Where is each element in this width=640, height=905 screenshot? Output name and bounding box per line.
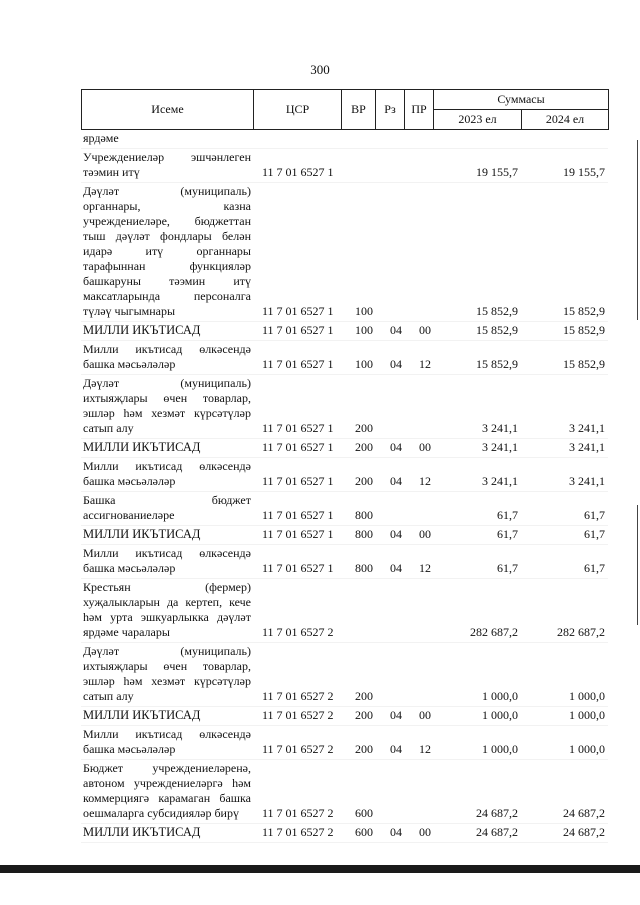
row-name: Башка бюджет ассигнованиеләре [83, 493, 251, 522]
table-row [81, 824, 608, 843]
row-sum-2023: 15 852,9 [476, 357, 518, 371]
header-rz: Рз [376, 90, 405, 130]
row-vr: 200 [355, 474, 373, 488]
row-vr: 200 [355, 421, 373, 435]
row-csr: 11 7 01 6527 1 [262, 561, 334, 575]
row-pr: 00 [419, 323, 431, 337]
table-row [81, 492, 608, 526]
row-csr: 11 7 01 6527 1 [262, 304, 334, 318]
row-sum-2023: 1 000,0 [482, 742, 518, 756]
row-name: МИЛЛИ ИКЪТИСАД [83, 825, 201, 839]
row-csr: 11 7 01 6527 1 [262, 440, 334, 454]
row-name: Милли икътисад өлкәсендә башка мәсьәләләр [83, 342, 251, 371]
row-name: Дәүләт (муниципаль) органнары, казна учреждениеләре, бюджеттан тыш дәүләт фондлары белән идарә итү органнары тарафыннан функцияләр башкаруны тәэмин итү максатларында персоналга түләү чыгымнары [83, 184, 251, 318]
row-name: Крестьян (фермер) хуҗалыкларын да кертеп, кече һәм урта эшкуарлыкка дәүләт ярдәме чаралары [83, 580, 251, 639]
header-sums: Суммасы [434, 90, 609, 110]
row-name: Дәүләт (муниципаль) ихтыяҗлары өчен товарлар, эшләр һәм хезмәт күрсәтүләр сатып алу [83, 376, 251, 435]
row-sum-2024: 61,7 [584, 561, 605, 575]
row-csr: 11 7 01 6527 1 [262, 527, 334, 541]
row-rz: 04 [390, 561, 402, 575]
row-sum-2023: 24 687,2 [476, 825, 518, 839]
row-sum-2024: 61,7 [584, 527, 605, 541]
row-sum-2023: 282 687,2 [470, 625, 518, 639]
row-csr: 11 7 01 6527 1 [262, 508, 334, 522]
row-sum-2023: 24 687,2 [476, 806, 518, 820]
table-row [81, 130, 608, 149]
header-csr: ЦСР [254, 90, 342, 130]
row-csr: 11 7 01 6527 2 [262, 625, 334, 639]
row-csr: 11 7 01 6527 2 [262, 708, 334, 722]
table-row [81, 322, 608, 341]
row-sum-2023: 61,7 [497, 561, 518, 575]
row-pr: 12 [419, 561, 431, 575]
row-vr: 200 [355, 708, 373, 722]
table-row [81, 760, 608, 824]
row-sum-2023: 61,7 [497, 527, 518, 541]
row-sum-2024: 15 852,9 [563, 323, 605, 337]
table-row [81, 149, 608, 183]
row-rz: 04 [390, 825, 402, 839]
row-pr: 00 [419, 440, 431, 454]
budget-table-body [81, 130, 608, 843]
row-name: Милли икътисад өлкәсендә башка мәсьәләләр [83, 459, 251, 488]
row-pr: 12 [419, 742, 431, 756]
row-name: МИЛЛИ ИКЪТИСАД [83, 527, 201, 541]
row-sum-2024: 3 241,1 [569, 421, 605, 435]
header-year-2024: 2024 ел [522, 110, 609, 130]
row-sum-2024: 24 687,2 [563, 825, 605, 839]
row-rz: 04 [390, 440, 402, 454]
row-sum-2024: 1 000,0 [569, 742, 605, 756]
table-row [81, 375, 608, 439]
row-sum-2024: 15 852,9 [563, 304, 605, 318]
row-sum-2023: 3 241,1 [482, 421, 518, 435]
row-name: МИЛЛИ ИКЪТИСАД [83, 708, 201, 722]
row-vr: 100 [355, 304, 373, 318]
table-row [81, 643, 608, 707]
row-vr: 200 [355, 440, 373, 454]
row-vr: 600 [355, 825, 373, 839]
header-name: Исеме [82, 90, 254, 130]
row-vr: 100 [355, 357, 373, 371]
row-rz: 04 [390, 708, 402, 722]
column-header-table [81, 89, 609, 130]
row-name: МИЛЛИ ИКЪТИСАД [83, 323, 201, 337]
table-row [81, 726, 608, 760]
table-row [81, 458, 608, 492]
row-sum-2023: 19 155,7 [476, 165, 518, 179]
row-vr: 800 [355, 508, 373, 522]
row-sum-2023: 15 852,9 [476, 304, 518, 318]
table-row [81, 707, 608, 726]
row-pr: 00 [419, 825, 431, 839]
row-name: Милли икътисад өлкәсендә башка мәсьәләләр [83, 727, 251, 756]
row-sum-2024: 19 155,7 [563, 165, 605, 179]
row-sum-2024: 15 852,9 [563, 357, 605, 371]
header-vr: ВР [342, 90, 376, 130]
row-csr: 11 7 01 6527 2 [262, 806, 334, 820]
scan-edge-line [637, 505, 638, 625]
row-rz: 04 [390, 742, 402, 756]
row-csr: 11 7 01 6527 1 [262, 357, 334, 371]
row-vr: 100 [355, 323, 373, 337]
row-sum-2024: 1 000,0 [569, 689, 605, 703]
row-name: Дәүләт (муниципаль) ихтыяҗлары өчен товарлар, эшләр һәм хезмәт күрсәтүләр сатып алу [83, 644, 251, 703]
row-csr: 11 7 01 6527 2 [262, 742, 334, 756]
row-rz: 04 [390, 474, 402, 488]
table-row [81, 439, 608, 458]
row-sum-2023: 1 000,0 [482, 708, 518, 722]
row-sum-2023: 1 000,0 [482, 689, 518, 703]
row-csr: 11 7 01 6527 1 [262, 421, 334, 435]
row-sum-2023: 61,7 [497, 508, 518, 522]
row-vr: 200 [355, 742, 373, 756]
row-vr: 800 [355, 527, 373, 541]
row-sum-2024: 61,7 [584, 508, 605, 522]
row-name: Милли икътисад өлкәсендә башка мәсьәләләр [83, 546, 251, 575]
row-csr: 11 7 01 6527 2 [262, 825, 334, 839]
scan-edge-line [637, 140, 638, 320]
table-row [81, 183, 608, 322]
page-number: 300 [310, 62, 330, 77]
row-csr: 11 7 01 6527 2 [262, 689, 334, 703]
row-sum-2024: 3 241,1 [569, 440, 605, 454]
row-sum-2023: 15 852,9 [476, 323, 518, 337]
row-rz: 04 [390, 527, 402, 541]
header-year-2023: 2023 ел [434, 110, 522, 130]
table-row [81, 341, 608, 375]
scan-bottom-edge [0, 865, 640, 873]
table-row [81, 579, 608, 643]
row-pr: 00 [419, 708, 431, 722]
table-row [81, 545, 608, 579]
row-vr: 600 [355, 806, 373, 820]
row-rz: 04 [390, 357, 402, 371]
row-name: МИЛЛИ ИКЪТИСАД [83, 440, 201, 454]
row-csr: 11 7 01 6527 1 [262, 323, 334, 337]
row-vr: 200 [355, 689, 373, 703]
row-name: Бюджет учреждениеләренә, автоном учреждениеләргә һәм коммерциягә карамаган башка оешмаларга субсидияләр бирү [83, 761, 251, 820]
row-sum-2023: 3 241,1 [482, 440, 518, 454]
row-sum-2024: 24 687,2 [563, 806, 605, 820]
row-sum-2023: 3 241,1 [482, 474, 518, 488]
row-sum-2024: 3 241,1 [569, 474, 605, 488]
header-pr: ПР [405, 90, 434, 130]
row-pr: 00 [419, 527, 431, 541]
table-row [81, 526, 608, 545]
row-name: ярдәме [83, 131, 119, 145]
row-csr: 11 7 01 6527 1 [262, 474, 334, 488]
row-sum-2024: 1 000,0 [569, 708, 605, 722]
row-pr: 12 [419, 357, 431, 371]
row-name: Учреждениеләр эшчәнлеген тәэмин итү [83, 150, 251, 179]
row-rz: 04 [390, 323, 402, 337]
row-sum-2024: 282 687,2 [557, 625, 605, 639]
row-csr: 11 7 01 6527 1 [262, 165, 334, 179]
row-pr: 12 [419, 474, 431, 488]
row-vr: 800 [355, 561, 373, 575]
